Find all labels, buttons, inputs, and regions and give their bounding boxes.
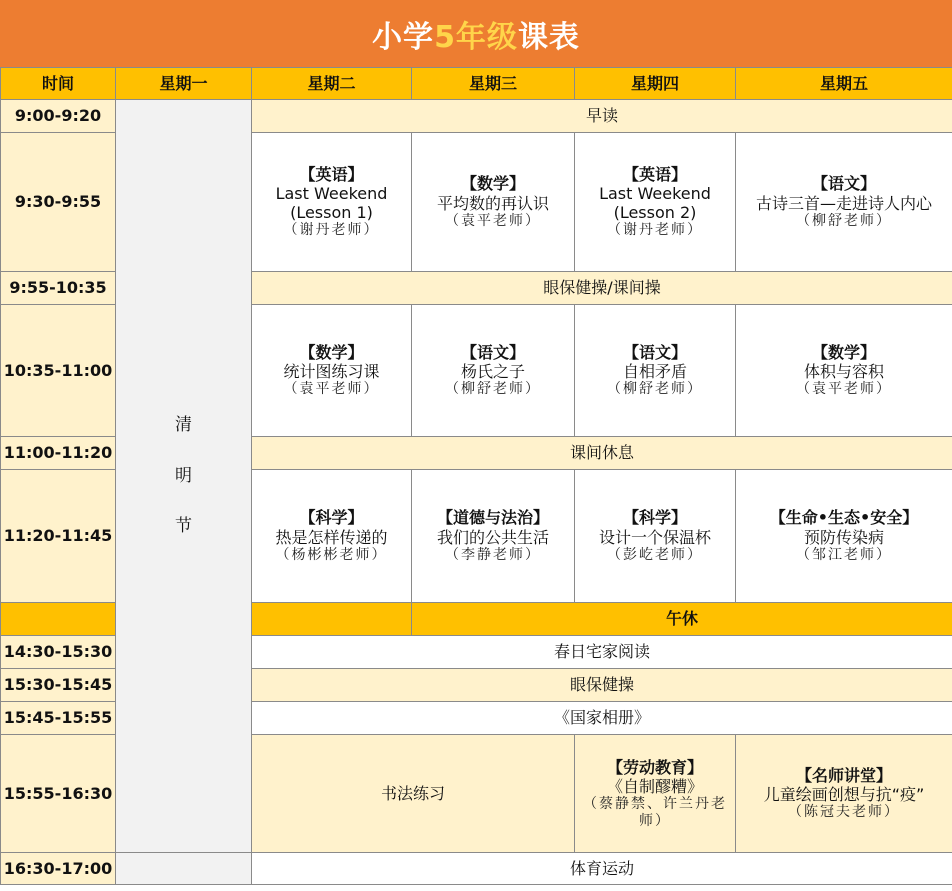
lesson-title: 杨氏之子: [460, 362, 525, 382]
teacher-name: （柳舒老师）: [445, 381, 541, 398]
class-cell: [575, 735, 736, 853]
teacher-name: （陈冠夫老师）: [788, 804, 900, 821]
schedule-row: [1, 853, 952, 885]
activity-band: 眼保健操/课间操: [252, 272, 952, 305]
lesson-title: (Lesson 2): [613, 203, 697, 223]
time-cell: 15:55-16:30: [1, 735, 116, 853]
holiday-char: 明: [175, 465, 192, 486]
time-cell: 9:30-9:55: [1, 133, 116, 272]
time-cell: 14:30-15:30: [1, 636, 116, 669]
activity-band: 《国家相册》: [252, 702, 952, 735]
class-cell: [252, 470, 412, 603]
class-cell: [252, 133, 412, 272]
lesson-title: 我们的公共生活: [436, 527, 549, 547]
class-cell: [736, 470, 952, 603]
activity-band: 春日宅家阅读: [252, 636, 952, 669]
subject-label: 【语文】: [622, 342, 687, 362]
class-cell: [736, 305, 952, 437]
teacher-name: （杨彬彬老师）: [275, 546, 388, 563]
lesson-title: 体积与容积: [803, 362, 884, 382]
header-monday: 星期一: [116, 68, 252, 100]
class-cell: [736, 133, 952, 272]
subject-label: 【数学】: [811, 342, 876, 362]
time-cell: 16:30-17:00: [1, 853, 116, 885]
subject-label: 【劳动教育】: [606, 757, 703, 777]
header-tuesday: 星期二: [252, 68, 412, 100]
subject-label: 【语文】: [811, 174, 876, 194]
time-cell: 15:45-15:55: [1, 702, 116, 735]
title-suffix: 课表: [517, 19, 580, 55]
lesson-title: 平均数的再认识: [436, 193, 549, 213]
lesson-title: 预防传染病: [803, 527, 884, 547]
title-grade: 5年级: [434, 19, 518, 55]
class-cell: [412, 305, 575, 437]
subject-label: 【道德与法治】: [436, 508, 549, 528]
teacher-name: （彭屹老师）: [607, 546, 703, 563]
subject-label: 【英语】: [622, 164, 687, 184]
lesson-title: Last Weekend: [599, 184, 711, 203]
class-cell: [412, 470, 575, 603]
lesson-title: 《自制醪糟》: [606, 776, 703, 796]
activity-band: 书法练习: [252, 735, 575, 853]
header-thursday: 星期四: [575, 68, 736, 100]
subject-label: 【语文】: [460, 342, 525, 362]
teacher-name: （袁平老师）: [796, 381, 892, 398]
page-title: [372, 12, 580, 56]
subject-label: 【生命•生态•安全】: [769, 508, 919, 528]
header-friday: 星期五: [736, 68, 952, 100]
subject-label: 【科学】: [299, 508, 364, 528]
teacher-name: （袁平老师）: [445, 212, 541, 229]
lesson-title: 儿童绘画创想与抗“疫”: [763, 785, 925, 805]
subject-label: 【名师讲堂】: [795, 765, 892, 785]
teacher-name: （谢丹老师）: [607, 222, 703, 239]
title-prefix: 小学: [372, 19, 435, 55]
time-cell: 10:35-11:00: [1, 305, 116, 437]
schedule-row: [1, 100, 952, 133]
header-wednesday: 星期三: [412, 68, 575, 100]
activity-band: 课间休息: [252, 437, 952, 470]
teacher-name: （李静老师）: [445, 546, 541, 563]
holiday-char: 清: [175, 415, 192, 436]
teacher-name: （谢丹老师）: [283, 222, 380, 239]
class-cell: [412, 133, 575, 272]
lesson-title: (Lesson 1): [290, 203, 373, 223]
lesson-title: Last Weekend: [275, 184, 388, 203]
time-cell: 9:00-9:20: [1, 100, 116, 133]
lesson-title: 热是怎样传递的: [275, 527, 388, 547]
activity-band: 早读: [252, 100, 952, 133]
teacher-name: （柳舒老师）: [607, 381, 703, 398]
holiday-char: 节: [175, 516, 192, 537]
subject-label: 【数学】: [460, 174, 525, 194]
teacher-name: （蔡静禁、许兰丹老: [583, 795, 727, 812]
schedule-table: [0, 67, 952, 885]
class-cell: [575, 133, 736, 272]
subject-label: 【科学】: [622, 508, 687, 528]
lunch-time-cell: [1, 603, 116, 636]
time-cell: 9:55-10:35: [1, 272, 116, 305]
teacher-name: （邹江老师）: [796, 546, 892, 563]
activity-band: 眼保健操: [252, 669, 952, 702]
header-row: [1, 68, 952, 100]
header-time: 时间: [1, 68, 116, 100]
lesson-title: 统计图练习课: [283, 362, 380, 382]
class-cell: [252, 305, 412, 437]
subject-label: 【数学】: [299, 342, 364, 362]
activity-band: 体育运动: [252, 853, 952, 885]
teacher-name: 师）: [639, 812, 671, 829]
subject-label: 【英语】: [299, 164, 364, 184]
holiday-label: [116, 415, 251, 536]
lesson-title: 自相矛盾: [622, 362, 687, 382]
class-cell: [575, 305, 736, 437]
lunch-monday-cell: [252, 603, 412, 636]
monday-cell: [116, 853, 252, 885]
teacher-name: （柳舒老师）: [796, 212, 892, 229]
lesson-title: 古诗三首—走进诗人内心: [755, 193, 932, 213]
time-cell: 11:00-11:20: [1, 437, 116, 470]
title-bar: [0, 0, 952, 67]
monday-holiday-cell: [116, 100, 252, 853]
time-cell: 15:30-15:45: [1, 669, 116, 702]
class-cell: [736, 735, 952, 853]
time-cell: 11:20-11:45: [1, 470, 116, 603]
teacher-name: （袁平老师）: [283, 381, 380, 398]
lesson-title: 设计一个保温杯: [598, 527, 711, 547]
lunch-band: 午休: [412, 603, 952, 636]
class-cell: [575, 470, 736, 603]
